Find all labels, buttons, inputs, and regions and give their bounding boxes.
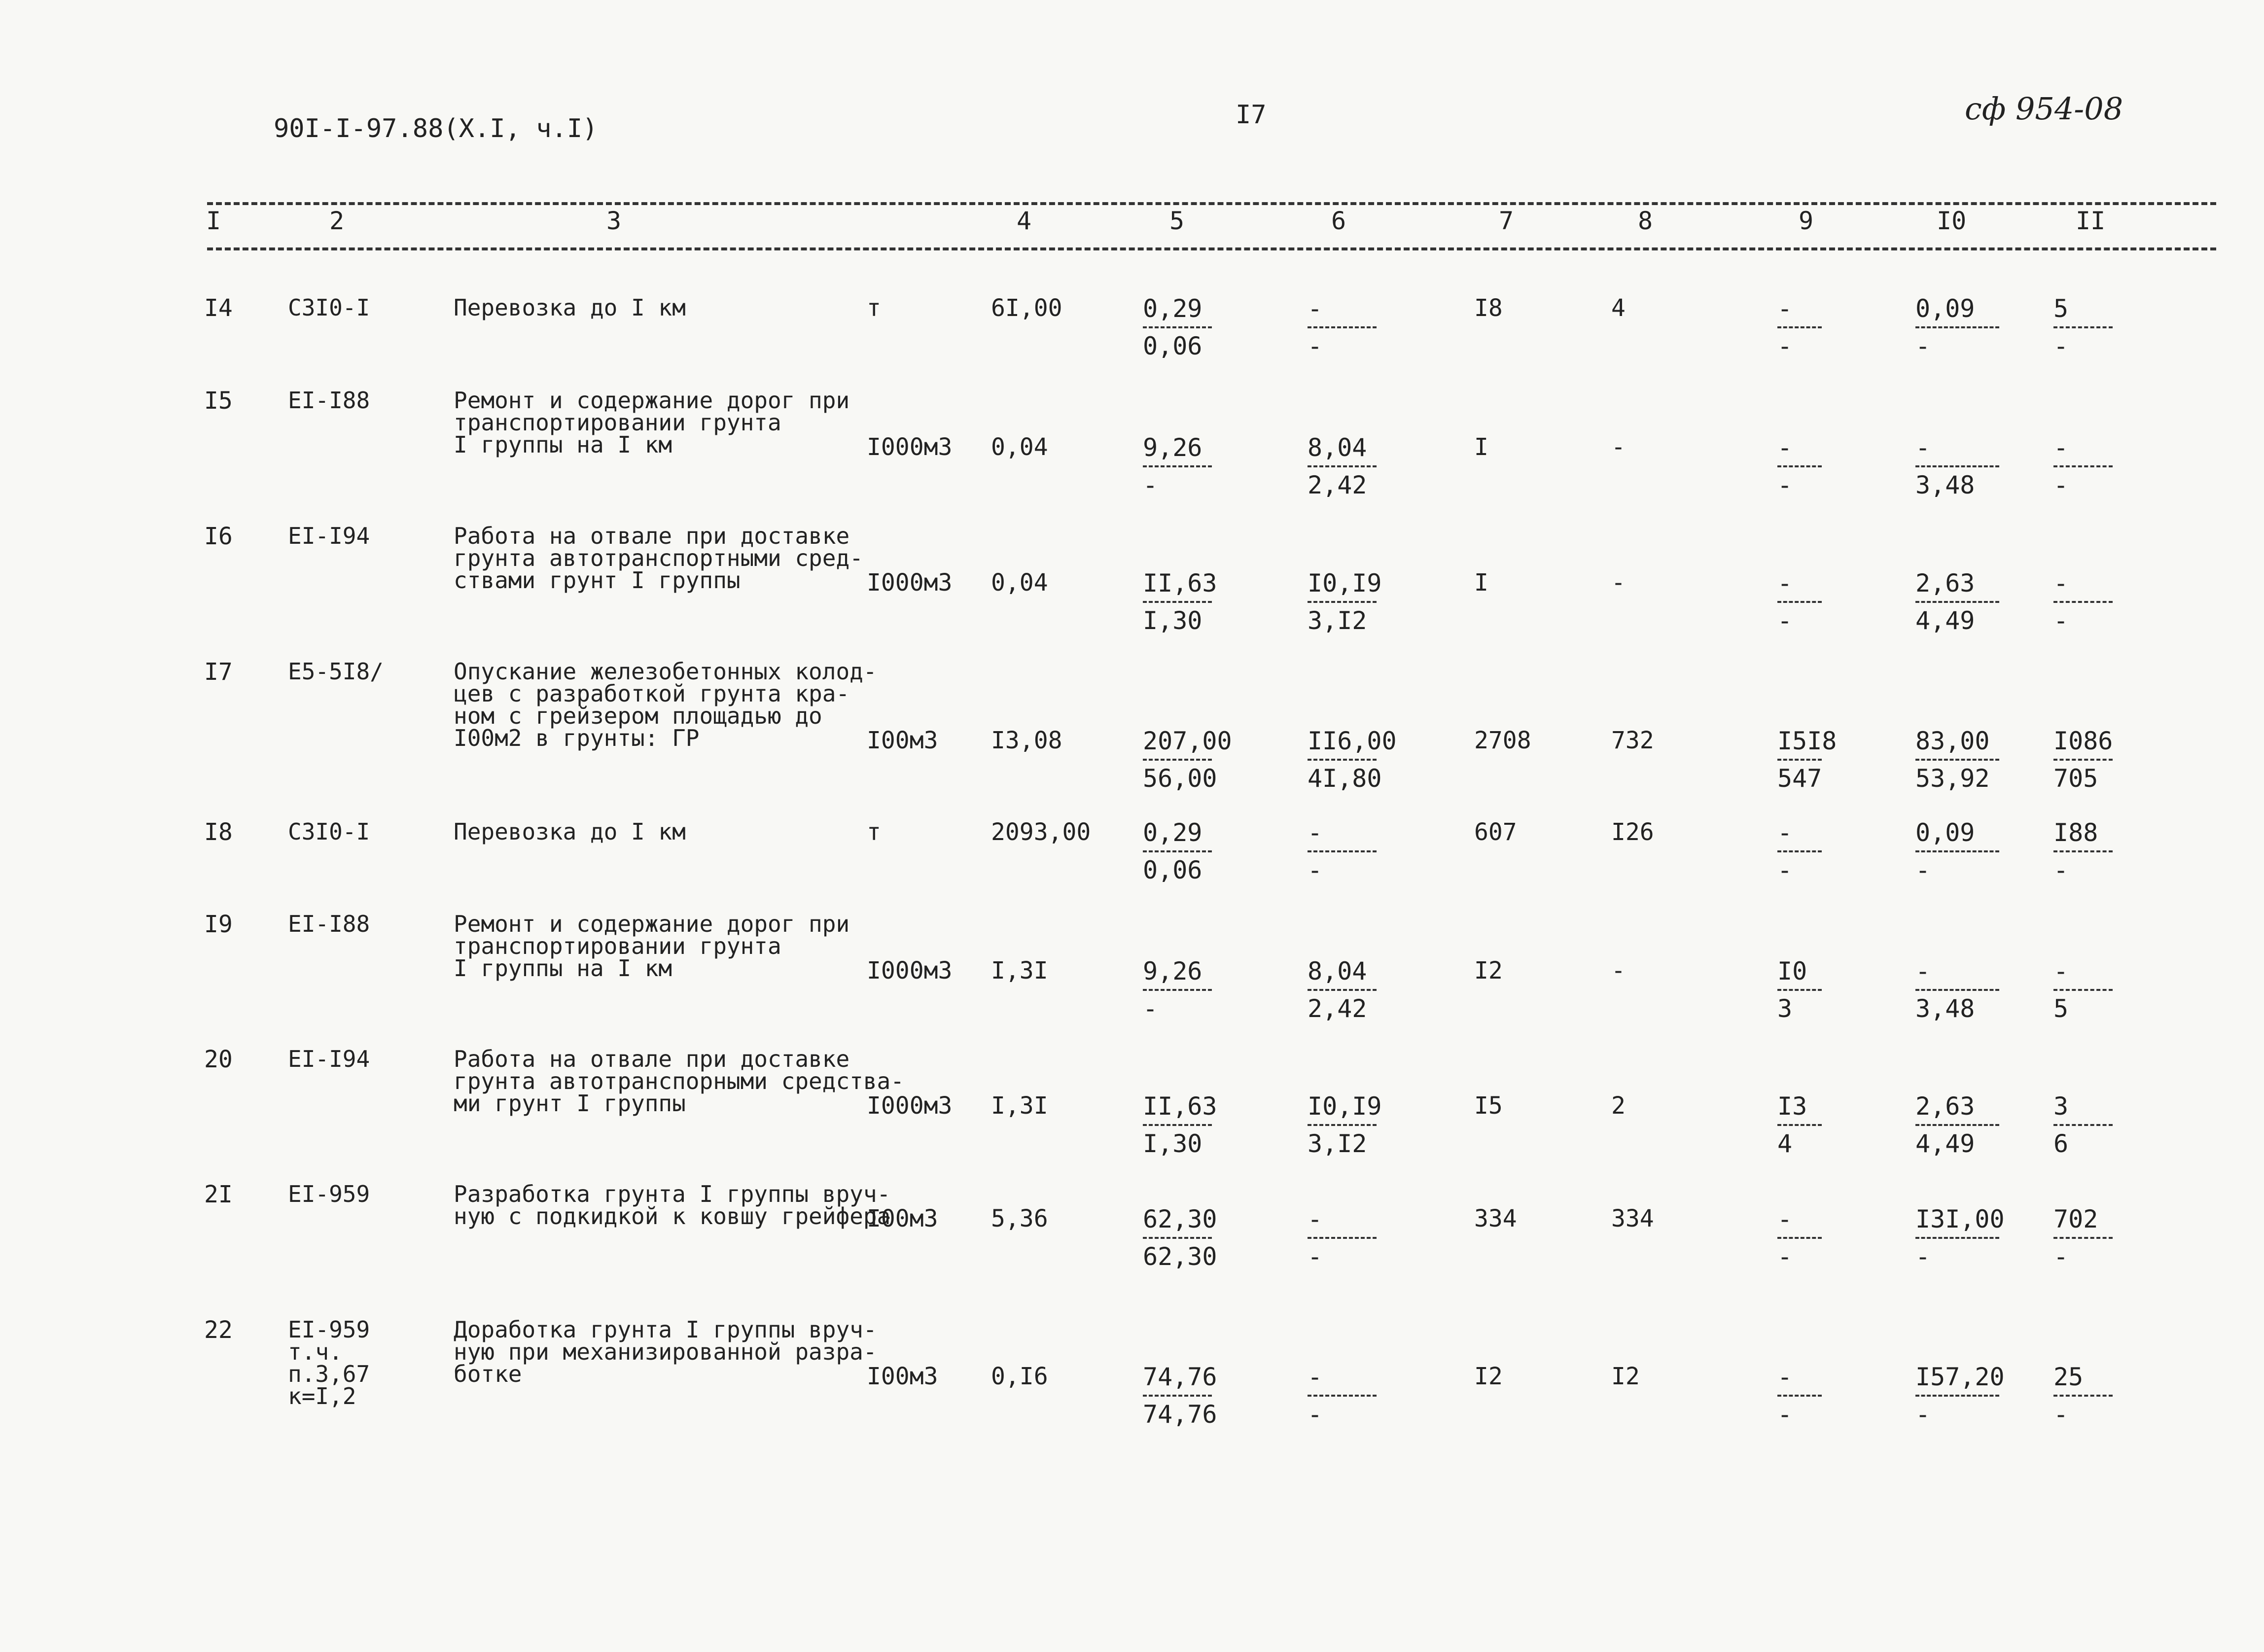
unit: I000м3: [867, 957, 953, 984]
work-description: Доработка грунта I группы вруч- ную при механизированной разра- ботке: [454, 1316, 877, 1387]
col8-value: -: [1611, 569, 1626, 597]
fraction-denominator: -: [1308, 1242, 1323, 1271]
fraction-numerator: -: [1308, 294, 1323, 323]
norm-code: ЕI-959: [288, 1181, 370, 1207]
fraction-denominator: 62,30: [1143, 1242, 1217, 1271]
fraction-denominator: -: [2053, 332, 2069, 360]
fraction-denominator: -: [2053, 1242, 2069, 1271]
fraction-col5: [1143, 569, 1217, 634]
fraction-bar: [1777, 1237, 1822, 1239]
row-number: 22: [204, 1316, 233, 1344]
fraction-numerator: I88: [2053, 818, 2098, 847]
fraction-col6: [1308, 957, 1377, 1022]
fraction-denominator: I,30: [1143, 1129, 1203, 1158]
fraction-col10: [1915, 727, 1999, 792]
fraction-denominator: 56,00: [1143, 764, 1217, 793]
unit: I000м3: [867, 1092, 953, 1120]
fraction-col6: [1308, 1092, 1382, 1158]
fraction-col9: [1777, 434, 1822, 499]
fraction-denominator: 0,06: [1143, 332, 1203, 360]
fraction-numerator: -: [1777, 433, 1793, 462]
fraction-numerator: 8,04: [1308, 433, 1367, 462]
fraction-denominator: 705: [2053, 764, 2098, 793]
fraction-denominator: 5: [2053, 994, 2069, 1023]
quantity: I,3I: [991, 1092, 1048, 1120]
fraction-bar: [1777, 1395, 1822, 1397]
col8-value: I26: [1611, 818, 1654, 846]
column-header-1: I: [206, 207, 221, 235]
fraction-denominator: -: [1915, 1400, 1931, 1429]
fraction-bar: [1308, 850, 1377, 852]
fraction-bar: [2053, 989, 2113, 991]
row-number: 2I: [204, 1181, 233, 1208]
col7-value: I2: [1474, 957, 1503, 984]
fraction-col10: [1915, 295, 1999, 360]
fraction-numerator: 9,26: [1143, 957, 1203, 985]
row-number: I6: [204, 523, 233, 550]
col8-value: 732: [1611, 727, 1654, 754]
column-header-4: 4: [1017, 207, 1032, 235]
fraction-denominator: 0,06: [1143, 856, 1203, 884]
row-number: I9: [204, 911, 233, 938]
fraction-numerator: -: [2053, 569, 2069, 598]
fraction-denominator: 3: [1777, 994, 1793, 1023]
fraction-numerator: I086: [2053, 727, 2113, 755]
fraction-bar: [1915, 601, 1999, 603]
fraction-bar: [1915, 326, 1999, 328]
row-number: I4: [204, 294, 233, 322]
fraction-numerator: I57,20: [1915, 1363, 2005, 1391]
fraction-bar: [1915, 989, 1999, 991]
fraction-denominator: 547: [1777, 764, 1822, 793]
fraction-col6: [1308, 295, 1377, 360]
fraction-col5: [1143, 1363, 1217, 1428]
unit: I000м3: [867, 433, 953, 461]
unit: I00м3: [867, 1363, 938, 1390]
fraction-bar: [2053, 1237, 2113, 1239]
fraction-bar: [1777, 601, 1822, 603]
col7-value: I: [1474, 433, 1488, 461]
fraction-col10: [1915, 1363, 2005, 1428]
fraction-denominator: 2,42: [1308, 471, 1367, 499]
fraction-denominator: -: [2053, 856, 2069, 884]
fraction-numerator: -: [1308, 818, 1323, 847]
column-header-7: 7: [1499, 207, 1514, 235]
fraction-numerator: 3: [2053, 1092, 2069, 1121]
fraction-numerator: -: [2053, 957, 2069, 985]
col8-value: I2: [1611, 1363, 1640, 1390]
fraction-bar: [1143, 989, 1212, 991]
fraction-col5: [1143, 1092, 1217, 1158]
col7-value: 334: [1474, 1205, 1517, 1232]
fraction-denominator: -: [2053, 1400, 2069, 1429]
fraction-bar: [1915, 1124, 1999, 1126]
fraction-bar: [1777, 326, 1822, 328]
fraction-col10: [1915, 569, 1999, 634]
fraction-numerator: 25: [2053, 1363, 2084, 1391]
fraction-col5: [1143, 295, 1212, 360]
fraction-numerator: -: [1308, 1363, 1323, 1391]
fraction-bar: [1777, 1124, 1822, 1126]
fraction-bar: [1143, 1395, 1212, 1397]
fraction-numerator: I0,I9: [1308, 569, 1382, 598]
col7-value: 2708: [1474, 727, 1531, 754]
fraction-col9: [1777, 957, 1822, 1022]
fraction-numerator: 0,09: [1915, 294, 1975, 323]
fraction-numerator: -: [1308, 1205, 1323, 1233]
fraction-bar: [1143, 326, 1212, 328]
col8-value: 334: [1611, 1205, 1654, 1232]
fraction-numerator: -: [2053, 433, 2069, 462]
fraction-bar: [1777, 989, 1822, 991]
fraction-numerator: II6,00: [1308, 727, 1397, 755]
fraction-bar: [1915, 850, 1999, 852]
work-description: Работа на отвале при доставке грунта автотранспортными сред- ствами грунт I группы: [454, 523, 863, 594]
fraction-denominator: 3,I2: [1308, 606, 1367, 635]
fraction-numerator: I3I,00: [1915, 1205, 2005, 1233]
column-header-5: 5: [1169, 207, 1185, 235]
norm-code: СЗI0-I: [288, 294, 370, 321]
fraction-bar: [2053, 326, 2113, 328]
fraction-numerator: -: [1915, 957, 1931, 985]
norm-code: ЕI-I94: [288, 1046, 370, 1072]
header-bottom-rule: [207, 247, 2216, 250]
fraction-numerator: I5I8: [1777, 727, 1837, 755]
fraction-bar: [1915, 465, 1999, 467]
unit: I000м3: [867, 569, 953, 597]
column-header-6: 6: [1331, 207, 1346, 235]
column-header-10: I0: [1937, 207, 1967, 235]
col8-value: -: [1611, 433, 1626, 461]
fraction-bar: [1143, 850, 1212, 852]
row-number: I5: [204, 387, 233, 415]
row-number: 20: [204, 1046, 233, 1073]
fraction-numerator: -: [1777, 294, 1793, 323]
fraction-col5: [1143, 727, 1232, 792]
fraction-col5: [1143, 957, 1212, 1022]
col7-value: I8: [1474, 294, 1503, 322]
fraction-col6: [1308, 1363, 1377, 1428]
fraction-denominator: 6: [2053, 1129, 2069, 1158]
fraction-numerator: 83,00: [1915, 727, 1990, 755]
fraction-col11: [2053, 1205, 2113, 1270]
col7-value: I: [1474, 569, 1488, 597]
fraction-col11: [2053, 727, 2113, 792]
col8-value: 4: [1611, 294, 1626, 322]
fraction-denominator: 3,I2: [1308, 1129, 1367, 1158]
fraction-numerator: 62,30: [1143, 1205, 1217, 1233]
fraction-denominator: 4I,80: [1308, 764, 1382, 793]
work-description: Перевозка до I км: [454, 818, 686, 845]
fraction-col9: [1777, 1205, 1822, 1270]
fraction-bar: [2053, 465, 2113, 467]
fraction-denominator: -: [1915, 856, 1931, 884]
unit: I00м3: [867, 1205, 938, 1232]
col7-value: 607: [1474, 818, 1517, 846]
fraction-col10: [1915, 819, 1999, 884]
fraction-col6: [1308, 819, 1377, 884]
fraction-numerator: -: [1777, 569, 1793, 598]
norm-code: ЕI-I88: [288, 911, 370, 937]
fraction-col11: [2053, 569, 2113, 634]
column-header-11: II: [2076, 207, 2106, 235]
fraction-numerator: 207,00: [1143, 727, 1232, 755]
fraction-numerator: 5: [2053, 294, 2069, 323]
col7-value: I2: [1474, 1363, 1503, 1390]
fraction-col5: [1143, 1205, 1217, 1270]
fraction-bar: [1308, 759, 1377, 761]
fraction-denominator: -: [2053, 606, 2069, 635]
work-description: Перевозка до I км: [454, 294, 686, 321]
fraction-bar: [1308, 989, 1377, 991]
work-description: Работа на отвале при доставке грунта автотранспорными средства- ми грунт I группы: [454, 1046, 904, 1117]
fraction-col10: [1915, 957, 1999, 1022]
fraction-denominator: -: [1143, 994, 1158, 1023]
fraction-col5: [1143, 434, 1212, 499]
fraction-denominator: 3,48: [1915, 471, 1975, 499]
fraction-col11: [2053, 1092, 2113, 1158]
unit: т: [867, 294, 881, 322]
quantity: 5,36: [991, 1205, 1048, 1232]
document-code: 90I-I-97.88(X.I, ч.I): [274, 114, 598, 143]
fraction-numerator: 8,04: [1308, 957, 1367, 985]
col8-value: 2: [1611, 1092, 1626, 1120]
handwritten-stamp: сф 954-08: [1965, 91, 2123, 127]
fraction-bar: [1143, 759, 1212, 761]
fraction-numerator: 9,26: [1143, 433, 1203, 462]
fraction-denominator: -: [1777, 1400, 1793, 1429]
fraction-denominator: I,30: [1143, 606, 1203, 635]
quantity: I3,08: [991, 727, 1062, 754]
fraction-bar: [2053, 850, 2113, 852]
row-number: I8: [204, 818, 233, 846]
fraction-bar: [1143, 1124, 1212, 1126]
fraction-denominator: 4,49: [1915, 1129, 1975, 1158]
fraction-bar: [1777, 759, 1822, 761]
fraction-col6: [1308, 1205, 1377, 1270]
fraction-col6: [1308, 434, 1377, 499]
fraction-denominator: -: [1143, 471, 1158, 499]
fraction-bar: [1915, 1237, 1999, 1239]
quantity: 6I,00: [991, 294, 1062, 322]
fraction-col5: [1143, 819, 1212, 884]
fraction-col9: [1777, 1092, 1822, 1158]
fraction-numerator: 0,09: [1915, 818, 1975, 847]
fraction-col6: [1308, 569, 1382, 634]
fraction-col6: [1308, 727, 1397, 792]
norm-code: ЕI-I88: [288, 387, 370, 414]
fraction-col11: [2053, 957, 2113, 1022]
fraction-bar: [1308, 465, 1377, 467]
norm-code: СЗI0-I: [288, 818, 370, 845]
work-description: Опускание железобетонных колод- цев с разработкой грунта кра- ном с грейзером площадью до I00м2 в грунты: ГР: [454, 658, 877, 751]
fraction-denominator: -: [1915, 332, 1931, 360]
fraction-numerator: -: [1777, 1363, 1793, 1391]
fraction-denominator: 4: [1777, 1129, 1793, 1158]
fraction-denominator: -: [1777, 856, 1793, 884]
fraction-denominator: 2,42: [1308, 994, 1367, 1023]
fraction-numerator: -: [1777, 1205, 1793, 1233]
fraction-bar: [2053, 601, 2113, 603]
fraction-numerator: 0,29: [1143, 294, 1203, 323]
column-header-8: 8: [1638, 207, 1653, 235]
fraction-bar: [2053, 1395, 2113, 1397]
work-description: Ремонт и содержание дорог при транспортировании грунта I группы на I км: [454, 387, 850, 458]
fraction-col11: [2053, 1363, 2113, 1428]
fraction-col10: [1915, 1092, 1999, 1158]
fraction-denominator: -: [1777, 332, 1793, 360]
quantity: 2093,00: [991, 818, 1091, 846]
fraction-numerator: I0: [1777, 957, 1807, 985]
fraction-numerator: II,63: [1143, 1092, 1217, 1121]
fraction-numerator: I0,I9: [1308, 1092, 1382, 1121]
column-header-3: 3: [606, 207, 622, 235]
fraction-numerator: 0,29: [1143, 818, 1203, 847]
fraction-denominator: -: [1915, 1242, 1931, 1271]
page-number: I7: [1236, 100, 1267, 130]
fraction-denominator: -: [1777, 606, 1793, 635]
fraction-bar: [1915, 759, 1999, 761]
fraction-bar: [1308, 1124, 1377, 1126]
norm-code: ЕI-I94: [288, 523, 370, 549]
fraction-denominator: 3,48: [1915, 994, 1975, 1023]
fraction-numerator: -: [1915, 433, 1931, 462]
fraction-col11: [2053, 295, 2113, 360]
quantity: 0,I6: [991, 1363, 1048, 1390]
fraction-col9: [1777, 569, 1822, 634]
fraction-bar: [1777, 850, 1822, 852]
column-header-2: 2: [329, 207, 345, 235]
fraction-bar: [2053, 1124, 2113, 1126]
norm-code: ЕI-959 т.ч. п.3,67 к=I,2: [288, 1316, 370, 1409]
fraction-bar: [1143, 601, 1212, 603]
fraction-denominator: -: [1308, 1400, 1323, 1429]
fraction-denominator: -: [2053, 471, 2069, 499]
column-header-9: 9: [1799, 207, 1814, 235]
unit: т: [867, 818, 881, 846]
fraction-numerator: -: [1777, 818, 1793, 847]
work-description: Ремонт и содержание дорог при транспортировании грунта I группы на I км: [454, 911, 850, 982]
fraction-denominator: -: [1308, 856, 1323, 884]
fraction-col10: [1915, 1205, 2005, 1270]
fraction-bar: [1308, 1237, 1377, 1239]
fraction-denominator: 74,76: [1143, 1400, 1217, 1429]
quantity: 0,04: [991, 433, 1048, 461]
col8-value: -: [1611, 957, 1626, 984]
col7-value: I5: [1474, 1092, 1503, 1120]
quantity: I,3I: [991, 957, 1048, 984]
header-top-rule: [207, 202, 2216, 205]
norm-code: Е5-5I8/: [288, 658, 384, 685]
unit: I00м3: [867, 727, 938, 754]
fraction-bar: [1143, 465, 1212, 467]
fraction-bar: [1777, 465, 1822, 467]
work-description: Разработка грунта I группы вруч- ную с подкидкой к ковшу грейфера: [454, 1181, 891, 1230]
fraction-denominator: 53,92: [1915, 764, 1990, 793]
fraction-denominator: 4,49: [1915, 606, 1975, 635]
fraction-col10: [1915, 434, 1999, 499]
quantity: 0,04: [991, 569, 1048, 597]
fraction-bar: [1308, 326, 1377, 328]
fraction-numerator: 2,63: [1915, 1092, 1975, 1121]
fraction-denominator: -: [1777, 471, 1793, 499]
fraction-bar: [2053, 759, 2113, 761]
fraction-col9: [1777, 819, 1822, 884]
fraction-denominator: -: [1308, 332, 1323, 360]
fraction-bar: [1308, 1395, 1377, 1397]
fraction-numerator: 702: [2053, 1205, 2098, 1233]
fraction-numerator: 2,63: [1915, 569, 1975, 598]
fraction-col9: [1777, 295, 1822, 360]
fraction-numerator: 74,76: [1143, 1363, 1217, 1391]
fraction-denominator: -: [1777, 1242, 1793, 1271]
fraction-numerator: I3: [1777, 1092, 1807, 1121]
fraction-col9: [1777, 1363, 1822, 1428]
fraction-bar: [1308, 601, 1377, 603]
fraction-col11: [2053, 819, 2113, 884]
fraction-bar: [1915, 1395, 1999, 1397]
row-number: I7: [204, 658, 233, 686]
fraction-col9: [1777, 727, 1837, 792]
fraction-numerator: II,63: [1143, 569, 1217, 598]
fraction-col11: [2053, 434, 2113, 499]
fraction-bar: [1143, 1237, 1212, 1239]
